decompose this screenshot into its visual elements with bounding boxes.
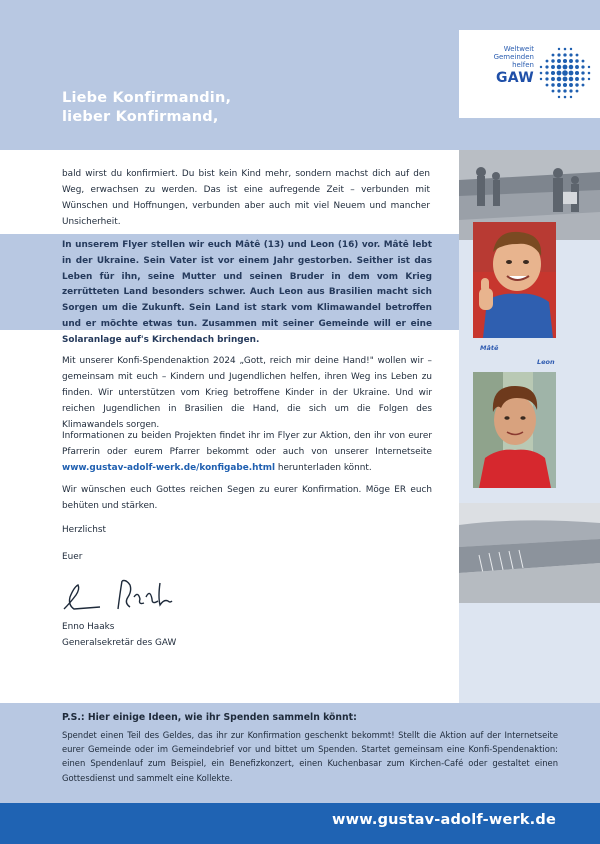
logo-dot <box>552 90 555 93</box>
konfigabe-link[interactable]: www.gustav-adolf-werk.de/konfigabe.html <box>62 463 275 473</box>
logo-dot <box>540 78 542 80</box>
info-text: Informationen zu beiden Projekten findet ihr im Flyer zur Aktion, den ihr von eurer Pfarrerin oder eurem Pfarrer bekommt oder auch von unserer Internetseite <box>62 431 432 457</box>
logo-dot <box>569 59 573 63</box>
logo-dot <box>563 65 568 70</box>
logo-dot <box>564 48 567 51</box>
logo-dot <box>546 60 549 63</box>
logo-dot <box>581 71 584 74</box>
greeting-line-1: Liebe Konfirmandin, <box>62 90 232 106</box>
logo-dot <box>557 89 560 92</box>
logo-dot <box>551 77 555 81</box>
signer-name: Enno Haaks <box>62 622 115 632</box>
campaign-paragraph: Mit unserer Konfi-Spendenaktion 2024 „Gott, reich mir deine Hand!" wollen wir – gemeinsam mit euch – Kindern und Jugendlichen helfen, ihren Weg ins Leben zu finden. Wir unterstützen vom Krieg betroffene Kinder in der Ukraine. Und wir reichen Jugendlichen in Brasilien die Hand, die sich um die Folgen des Klimawandels sorgen. <box>62 356 432 430</box>
solar-dam-photo-image <box>459 503 600 603</box>
caption-leon: Leon <box>537 358 555 366</box>
logo-dot <box>540 72 543 75</box>
logo-line-2: Gemeinden <box>493 53 534 61</box>
greeting-line-2: lieber Konfirmand, <box>62 109 219 125</box>
logo-dot <box>563 89 566 92</box>
footer-website-link[interactable]: www.gustav-adolf-werk.de <box>332 812 556 828</box>
logo-dot <box>551 59 554 62</box>
logo-dot <box>575 77 579 81</box>
closing-text: Herzlichst <box>62 525 106 535</box>
logo-abbr: GAW <box>495 70 534 86</box>
logo-dot <box>540 66 542 68</box>
logo-dot <box>558 96 560 98</box>
logo-dot <box>558 48 560 50</box>
greeting <box>62 89 231 127</box>
mate-photo-image <box>473 222 556 338</box>
logo-tagline <box>494 45 534 69</box>
blessing-paragraph: Wir wünschen euch Gottes reichen Segen zu eurer Konfirmation. Möge ER euch behüten und stärken. <box>62 485 432 511</box>
logo-line-1: Weltweit <box>503 45 534 53</box>
logo-dot <box>551 65 555 69</box>
leon-photo-image <box>473 372 556 488</box>
logo-dot <box>588 78 590 80</box>
logo-dot <box>570 48 572 50</box>
logo-dot <box>582 60 585 63</box>
project-paragraph: In unserem Flyer stellen wir euch Mâtê (13) und Leon (16) vor. Mâtê lebt in der Ukraine. Sein Vater ist vor einem Jahr gestorben. Seither ist das Leben für ihn, seine Mutter und seinen Bruder in dem vom Krieg zerrütteten Land besonders schwer. Auch Leon aus Brasilien macht sich Sorgen um die Zukunft. Sein Land ist stark vom Klimawandel betroffen und er möchte etwas tun. Zusammen mit seiner Gemeinde will er eine Solaranlage auf's Kirchendach bringen. <box>62 240 432 345</box>
logo-dot <box>557 71 562 76</box>
logo-dot <box>588 66 590 68</box>
logo-dot <box>588 72 591 75</box>
logo-dot <box>551 71 555 75</box>
logo-dot <box>563 77 568 82</box>
logo-dot <box>570 96 572 98</box>
logo-dot <box>562 70 568 76</box>
logo-dot <box>557 53 560 56</box>
logo-dot <box>546 84 549 87</box>
logo-dot <box>557 83 561 87</box>
logo-dot <box>569 71 574 76</box>
logo-dot <box>557 65 562 70</box>
signer-block <box>62 619 262 651</box>
logo-dot <box>575 59 578 62</box>
logo-dot <box>582 84 585 87</box>
gaw-logo <box>459 30 600 118</box>
logo-dot <box>545 65 548 68</box>
logo-dot <box>545 71 548 74</box>
logo-dot <box>563 53 566 56</box>
logo-dot <box>581 65 584 68</box>
logo-dot <box>545 77 548 80</box>
logo-dot <box>575 65 579 69</box>
caption-mate: Mâtê <box>480 344 499 352</box>
logo-dot <box>557 59 561 63</box>
logo-dot <box>569 53 572 56</box>
logo-dot <box>569 89 572 92</box>
ps-body: Spendet einen Teil des Geldes, das ihr zur Konfirmation geschenkt bekommt! Stellt die Aktion auf der Internetseite eurer Gemeinde oder im Gemeindebrief vor und bittet um Spenden. Startet gemeinsam eine Konfi-Spendenaktion: einen Spendenlauf zum Beispiel, ein Benefizkonzert, einen Kuchenbasar zum Kirchen-Café oder gestaltet einen Gottesdienst und sammelt eine Kollekte. <box>62 730 558 783</box>
logo-dot <box>551 83 554 86</box>
logo-dot <box>564 96 567 99</box>
logo-dot <box>563 83 567 87</box>
logo-dot <box>576 54 579 57</box>
logo-dot <box>576 90 579 93</box>
info-paragraph <box>62 428 432 476</box>
logo-dot <box>569 65 574 70</box>
intro-paragraph: bald wirst du konfirmiert. Du bist kein Kind mehr, sondern machst dich auf den Weg, erwachsen zu werden. Das ist eine aufregende Zeit – verbunden mit Wünschen und Hoffnungen, verbunden aber auch mit viel Neuem und mancher Unsicherheit. <box>62 169 430 227</box>
logo-dot <box>575 71 579 75</box>
logo-dot <box>557 77 562 82</box>
info-text-end: herunterladen könnt. <box>275 463 372 473</box>
logo-dot <box>563 59 567 63</box>
logo-dot <box>569 77 574 82</box>
handwritten-signature <box>60 573 180 615</box>
logo-dot <box>569 83 573 87</box>
logo-dot <box>581 77 584 80</box>
ps-title: P.S.: Hier einige Ideen, wie ihr Spenden sammeln könnt: <box>62 712 357 723</box>
gaw-dot-cross-icon <box>537 44 593 102</box>
closing-text-2: Euer <box>62 552 83 562</box>
logo-dot <box>552 54 555 57</box>
logo-dot <box>575 83 578 86</box>
logo-line-3: helfen <box>512 61 534 69</box>
signer-title: Generalsekretär des GAW <box>62 638 177 648</box>
